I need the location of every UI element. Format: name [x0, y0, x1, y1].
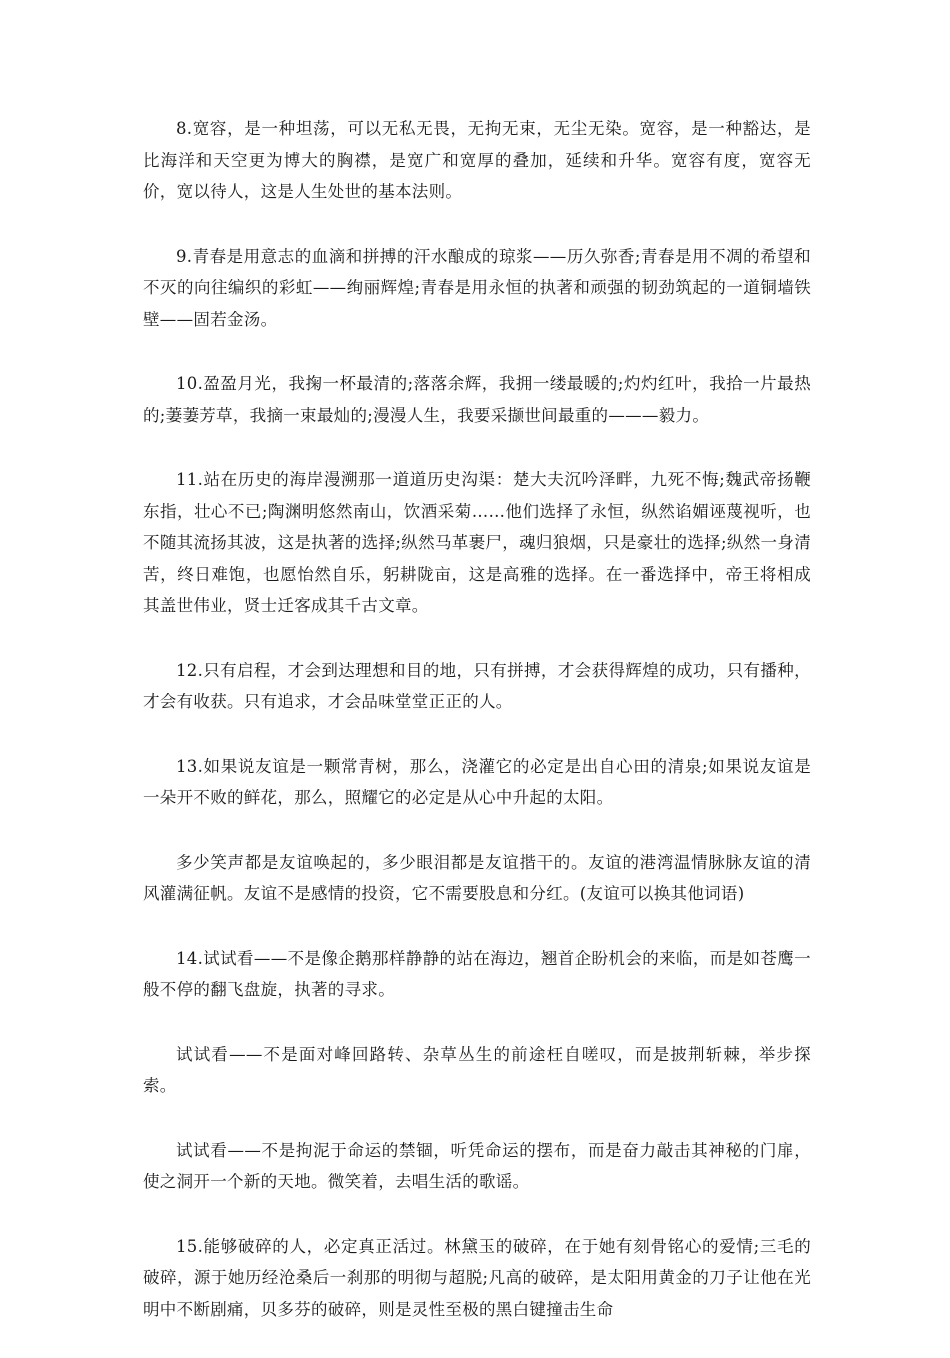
- paragraph-13: 13.如果说友谊是一颗常青树，那么，浇灌它的必定是出自心田的清泉;如果说友谊是一朵开不败的鲜花，那么，照耀它的必定是从心中升起的太阳。: [143, 756, 811, 807]
- document-body: [143, 113, 811, 1358]
- paragraph-12: 12.只有启程，才会到达理想和目的地，只有拼搏，才会获得辉煌的成功，只有播种，才会有收获。只有追求，才会品味堂堂正正的人。: [143, 660, 811, 711]
- paragraph-11: 11.站在历史的海岸漫溯那一道道历史沟渠：楚大夫沉吟泽畔，九死不悔;魏武帝扬鞭东指，壮心不已;陶渊明悠然南山，饮酒采菊……他们选择了永恒，纵然谄媚诬蔑视听，也不随其流扬其波，这是执著的选择;纵然马革裹尸，魂归狼烟，只是豪壮的选择;纵然一身清苦，终日难饱，也愿怡然自乐，躬耕陇亩，这是高雅的选择。在一番选择中，帝王将相成其盖世伟业，贤士迁客成其千古文章。: [143, 470, 811, 615]
- paragraph-9: 9.青春是用意志的血滴和拼搏的汗水酿成的琼浆——历久弥香;青春是用不凋的希望和不灭的向往编织的彩虹——绚丽辉煌;青春是用永恒的执著和顽强的韧劲筑起的一道铜墙铁壁——固若金汤。: [143, 246, 811, 329]
- paragraph-14: 14.试试看——不是像企鹅那样静静的站在海边，翘首企盼机会的来临，而是如苍鹰一般不停的翻飞盘旋，执著的寻求。: [143, 948, 811, 999]
- paragraph-15: 15.能够破碎的人，必定真正活过。林黛玉的破碎，在于她有刻骨铭心的爱情;三毛的破碎，源于她历经沧桑后一刹那的明彻与超脱;凡高的破碎，是太阳用黄金的刀子让他在光明中不断剧痛，贝多芬的破碎，则是灵性至极的黑白键撞击生命: [143, 1236, 811, 1319]
- paragraph-10: 10.盈盈月光，我掬一杯最清的;落落余辉，我拥一缕最暖的;灼灼红叶，我拾一片最热的;萋萋芳草，我摘一束最灿的;漫漫人生，我要采撷世间最重的———毅力。: [143, 374, 811, 425]
- paragraph-14-continued-2: 试试看——不是拘泥于命运的禁锢，听凭命运的摆布，而是奋力敲击其神秘的门扉，使之洞开一个新的天地。微笑着，去唱生活的歌谣。: [143, 1140, 811, 1191]
- paragraph-13-continued: 多少笑声都是友谊唤起的，多少眼泪都是友谊揩干的。友谊的港湾温情脉脉友谊的清风灌满征帆。友谊不是感情的投资，它不需要股息和分红。(友谊可以换其他词语): [143, 852, 811, 903]
- paragraph-8: 8.宽容，是一种坦荡，可以无私无畏，无拘无束，无尘无染。宽容，是一种豁达，是比海洋和天空更为博大的胸襟，是宽广和宽厚的叠加，延续和升华。宽容有度，宽容无价，宽以待人，这是人生处世的基本法则。: [143, 119, 811, 201]
- paragraph-14-continued-1: 试试看——不是面对峰回路转、杂草丛生的前途枉自嗟叹，而是披荆斩棘，举步探索。: [143, 1044, 811, 1095]
